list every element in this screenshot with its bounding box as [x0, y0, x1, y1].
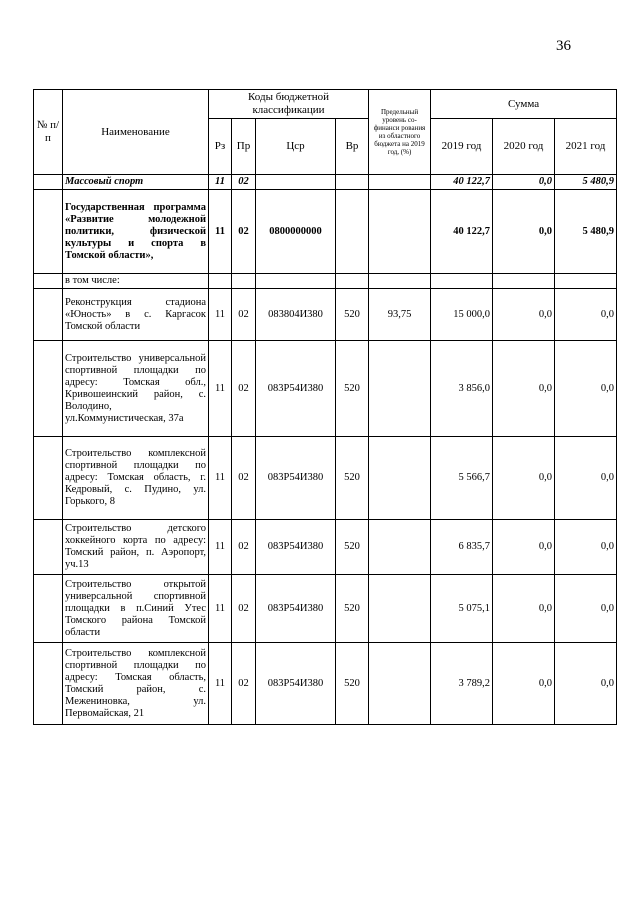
row-rz: 11 — [209, 520, 232, 575]
including-empty-csr — [256, 274, 336, 289]
header-pr: Пр — [232, 119, 256, 175]
program-cofin — [369, 190, 431, 274]
row-rz: 11 — [209, 289, 232, 341]
header-rz: Рз — [209, 119, 232, 175]
header-csr: Цср — [256, 119, 336, 175]
section-vr — [336, 175, 369, 190]
header-vr: Вр — [336, 119, 369, 175]
row-name: Строительство универсальной спортивной площадки по адресу: Томская обл., Кривошеинский район, с. Володино, ул.Коммунистическая, 37а — [63, 341, 209, 437]
including-num — [34, 274, 63, 289]
row-name: Строительство комплексной спортивной площадки по адресу: Томская область, г. Кедровый, с. Пудино, ул. Горького, 8 — [63, 437, 209, 520]
row-csr: 083P54И380 — [256, 575, 336, 643]
row-vr: 520 — [336, 520, 369, 575]
row-2019: 5 566,7 — [431, 437, 493, 520]
row-2020: 0,0 — [493, 289, 555, 341]
header-sum-group: Сумма — [431, 90, 617, 119]
program-2021: 5 480,9 — [555, 190, 617, 274]
header-num: № п/п — [34, 90, 63, 175]
row-cofin — [369, 643, 431, 725]
section-pr: 02 — [232, 175, 256, 190]
including-empty-2019 — [431, 274, 493, 289]
program-2020: 0,0 — [493, 190, 555, 274]
row-2020: 0,0 — [493, 520, 555, 575]
row-num — [34, 289, 63, 341]
row-num — [34, 437, 63, 520]
section-cofin — [369, 175, 431, 190]
row-vr: 520 — [336, 341, 369, 437]
row-cofin — [369, 520, 431, 575]
section-rz: 11 — [209, 175, 232, 190]
program-name: Государственная программа «Развитие молодежной политики, физической культуры и спорта в Томской области», — [63, 190, 209, 274]
row-2019: 5 075,1 — [431, 575, 493, 643]
row-2021: 0,0 — [555, 289, 617, 341]
row-name: Реконструкция стадиона «Юность» в с. Каргасок Томской области — [63, 289, 209, 341]
row-pr: 02 — [232, 341, 256, 437]
page-number: 36 — [556, 38, 571, 54]
including-empty-2020 — [493, 274, 555, 289]
row-2019: 3 856,0 — [431, 341, 493, 437]
section-csr — [256, 175, 336, 190]
section-2020: 0,0 — [493, 175, 555, 190]
row-pr: 02 — [232, 575, 256, 643]
program-vr — [336, 190, 369, 274]
row-rz: 11 — [209, 575, 232, 643]
header-name: Наименование — [63, 90, 209, 175]
including-empty-vr — [336, 274, 369, 289]
header-2020: 2020 год — [493, 119, 555, 175]
program-num — [34, 190, 63, 274]
header-cofin: Предельный уровень со-финанси рования из областного бюджета на 2019 год, (%) — [369, 90, 431, 175]
row-num — [34, 575, 63, 643]
section-row — [34, 175, 617, 190]
row-num — [34, 520, 63, 575]
program-rz: 11 — [209, 190, 232, 274]
including-empty-2021 — [555, 274, 617, 289]
row-cofin — [369, 575, 431, 643]
header-2019: 2019 год — [431, 119, 493, 175]
row-vr: 520 — [336, 575, 369, 643]
including-row — [34, 274, 617, 289]
row-csr: 083P54И380 — [256, 341, 336, 437]
row-cofin — [369, 437, 431, 520]
including-label: в том числе: — [63, 274, 209, 289]
table-row — [34, 575, 617, 643]
including-empty-cofin — [369, 274, 431, 289]
section-2021: 5 480,9 — [555, 175, 617, 190]
row-2021: 0,0 — [555, 437, 617, 520]
table-row — [34, 520, 617, 575]
row-2021: 0,0 — [555, 341, 617, 437]
row-2021: 0,0 — [555, 520, 617, 575]
row-vr: 520 — [336, 643, 369, 725]
row-csr: 083P54И380 — [256, 437, 336, 520]
row-vr: 520 — [336, 437, 369, 520]
row-2019: 3 789,2 — [431, 643, 493, 725]
table-row — [34, 643, 617, 725]
row-vr: 520 — [336, 289, 369, 341]
section-num — [34, 175, 63, 190]
row-num — [34, 341, 63, 437]
section-2019: 40 122,7 — [431, 175, 493, 190]
row-2020: 0,0 — [493, 575, 555, 643]
section-name: Массовый спорт — [63, 175, 209, 190]
header-codes-group: Коды бюджетной классификации — [209, 90, 369, 119]
table-row — [34, 341, 617, 437]
row-rz: 11 — [209, 437, 232, 520]
row-rz: 11 — [209, 643, 232, 725]
row-csr: 083P54И380 — [256, 520, 336, 575]
program-csr: 0800000000 — [256, 190, 336, 274]
row-2020: 0,0 — [493, 437, 555, 520]
row-name: Строительство открытой универсальной спортивной площадки в п.Синий Утес Томского района Томской области — [63, 575, 209, 643]
row-rz: 11 — [209, 341, 232, 437]
row-2021: 0,0 — [555, 575, 617, 643]
row-csr: 083P54И380 — [256, 643, 336, 725]
row-name: Строительство детского хоккейного корта по адресу: Томский район, п. Аэропорт, уч.13 — [63, 520, 209, 575]
program-pr: 02 — [232, 190, 256, 274]
row-cofin — [369, 341, 431, 437]
row-2021: 0,0 — [555, 643, 617, 725]
header-row-1 — [34, 90, 617, 119]
including-empty-pr — [232, 274, 256, 289]
row-2020: 0,0 — [493, 643, 555, 725]
row-pr: 02 — [232, 437, 256, 520]
budget-table — [33, 89, 617, 725]
row-pr: 02 — [232, 289, 256, 341]
row-csr: 083804И380 — [256, 289, 336, 341]
row-num — [34, 643, 63, 725]
table-row — [34, 437, 617, 520]
row-2019: 6 835,7 — [431, 520, 493, 575]
row-cofin: 93,75 — [369, 289, 431, 341]
row-pr: 02 — [232, 520, 256, 575]
table-row — [34, 289, 617, 341]
row-name: Строительство комплексной спортивной площадки по адресу: Томская область, Томский район, с. Межениновка, ул. Первомайская, 21 — [63, 643, 209, 725]
header-2021: 2021 год — [555, 119, 617, 175]
program-2019: 40 122,7 — [431, 190, 493, 274]
row-2020: 0,0 — [493, 341, 555, 437]
row-2019: 15 000,0 — [431, 289, 493, 341]
program-row — [34, 190, 617, 274]
including-empty-rz — [209, 274, 232, 289]
row-pr: 02 — [232, 643, 256, 725]
